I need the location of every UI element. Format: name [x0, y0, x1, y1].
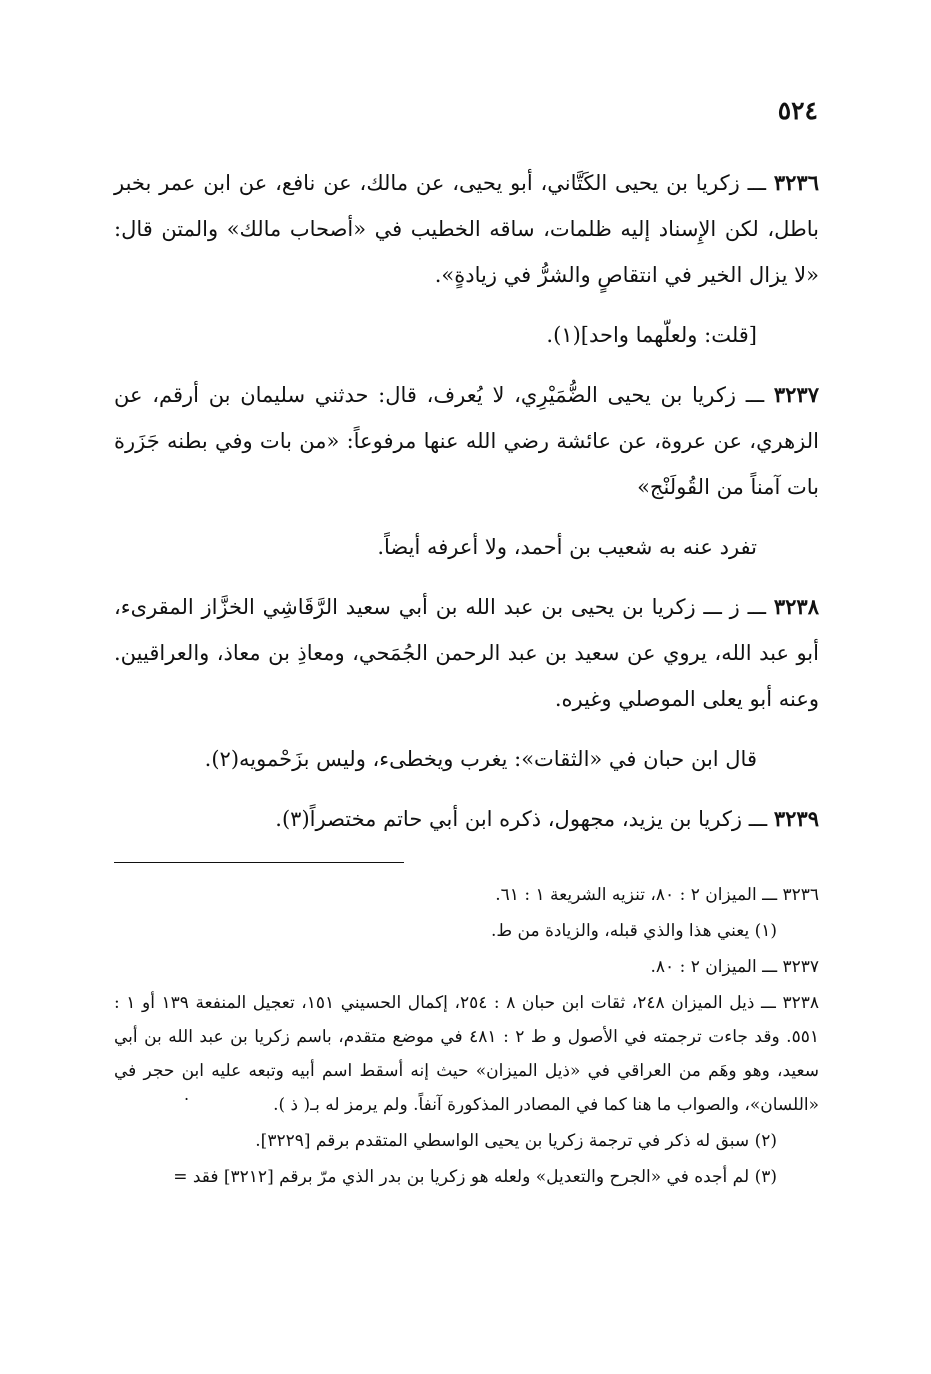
entry-text: ـــ زكريا بن يزيد، مجهول، ذكره ابن أبي حاتم مختصراً(٣). [275, 807, 774, 831]
footnote-divider [114, 862, 404, 863]
entry-note: قال ابن حبان في «الثقات»: يغرب ويخطىء، وليس بزَحْمويه(٢). [204, 747, 757, 771]
entry-text: ـــ ز ـــ زكريا بن يحيى بن عبد الله بن أبي سعيد الرَّقَاشِي الخزَّاز المقرىء، أبو عبد الله، يروي عن سعيد بن عبد الرحمن الجُمَحي، ومعاذِ بن معاذ، والعراقيين. وعنه أبو يعلى الموصلي وغيره. [114, 595, 819, 711]
entry-note: تفرد عنه به شعيب بن أحمد، ولا أعرفه أيضاً. [377, 535, 757, 559]
entry-text: ـــ زكريا بن يحيى الكَتَّاني، أبو يحيى، عن مالك، عن نافع، عن ابن عمر بخبر باطل، لكن الإِسناد إليه ظلمات، ساقه الخطيب في «أصحاب مالك» والمتن قال: «لا يزال الخير في انتقاصٍ والشرُّ في زيادةٍ». [114, 171, 819, 287]
entry-3239 [114, 796, 819, 842]
entry-3236 [114, 160, 819, 298]
footnotes [114, 878, 819, 1196]
entry-text: ـــ زكريا بن يحيى الضُّمَيْرِي، لا يُعرف، قال: حدثني سليمان بن أرقم، عن الزهري، عن عروة، عن عائشة رضي الله عنها مرفوعاً: «من بات وفي بطنه جَزَرة بات آمناً من القُولَنْج» [114, 383, 819, 499]
footnote-source-3238: ٣٢٣٨ ـــ ذيل الميزان ٢٤٨، ثقات ابن حبان ٨ : ٢٥٤، إكمال الحسيني ١٥١، تعجيل المنفعة ١٣٩ أو ١ : ٥٥١. وقد جاءت ترجمته في الأصول و ط ٢ : ٤٨١ في موضع متقدم، باسم زكريا بن عبد الله بن أبي سعيد، وهو وهَم من العراقي في «ذيل الميزان» حيث إنه أسقط اسم أبيه وتبعه عليه ابن حجر في «اللسان»، والصواب ما هنا كما في المصادر المذكورة آنفاً. ولم يرمز له بـ( ذ ). [114, 993, 819, 1115]
stray-mark: . [184, 1085, 190, 1104]
footnote-1: (١) يعني هذا والذي قبله، والزيادة من ط. [491, 921, 777, 941]
entry-number: ٣٢٣٦ [773, 170, 819, 195]
entry-3238 [114, 584, 819, 722]
footnote-source-3238-block [114, 986, 819, 1122]
entry-3237 [114, 372, 819, 510]
entry-note: [قلت: ولعلّهما واحد](١). [546, 323, 757, 347]
footnote-2: (٢) سبق له ذكر في ترجمة زكريا بن يحيى الواسطي المتقدم برقم [٣٢٢٩]. [255, 1131, 777, 1151]
main-text [114, 160, 819, 856]
entry-number: ٣٢٣٨ [773, 594, 819, 619]
footnote-source-3237: ٣٢٣٧ ـــ الميزان ٢ : ٨٠. [650, 957, 819, 977]
page-number: ٥٢٤ [777, 96, 818, 125]
entry-number: ٣٢٣٧ [773, 382, 819, 407]
entry-number: ٣٢٣٩ [773, 806, 819, 831]
footnote-source-3236: ٣٢٣٦ ـــ الميزان ٢ : ٨٠، تنزيه الشريعة ١ : ٦١. [495, 885, 819, 905]
footnote-3: (٣) لم أجده في «الجرح والتعديل» ولعله هو زكريا بن بدر الذي مرّ برقم [٣٢١٢] فقد = [173, 1167, 777, 1187]
